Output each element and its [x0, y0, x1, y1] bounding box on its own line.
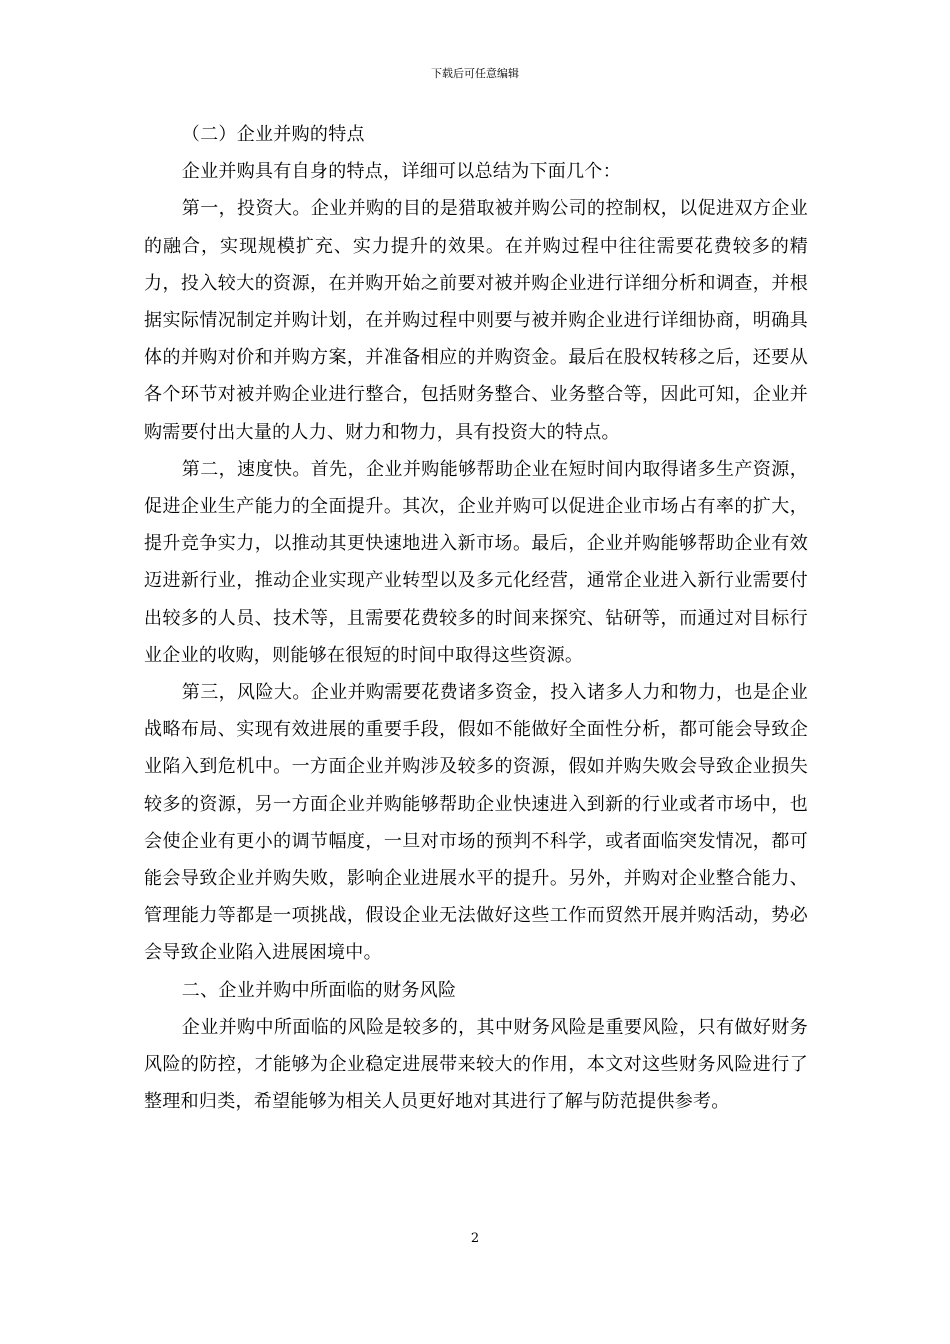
paragraph-first-point: 第一，投资大。企业并购的目的是猎取被并购公司的控制权，以促进双方企业的融合，实现规模扩充、实力提升的效果。在并购过程中往往需要花费较多的精力，投入较大的资源，在并购开始之前要对被并购企业进行详细分析和调查，并根据实际情况制定并购计划，在并购过程中则要与被并购企业进行详细协商，明确具体的并购对价和并购方案，并准备相应的并购资金。最后在股权转移之后，还要从各个环节对被并购企业进行整合，包括财务整合、业务整合等，因此可知，企业并购需要付出大量的人力、财力和物力，具有投资大的特点。 [144, 198, 808, 443]
paragraph-financial-risk: 企业并购中所面临的风险是较多的，其中财务风险是重要风险，只有做好财务风险的防控，才能够为企业稳定进展带来较大的作用，本文对这些财务风险进行了整理和归类，希望能够为相关人员更好地对其进行了解与防范提供参考。 [144, 1016, 808, 1113]
document-body [144, 116, 808, 1120]
paragraph-second-point: 第二，速度快。首先，企业并购能够帮助企业在短时间内取得诸多生产资源，促进企业生产能力的全面提升。其次，企业并购可以促进企业市场占有率的扩大，提升竞争实力，以推动其更快速地进入新市场。最后，企业并购能够帮助企业有效迈进新行业，推动企业实现产业转型以及多元化经营，通常企业进入新行业需要付出较多的人员、技术等，且需要花费较多的时间来探究、钻研等，而通过对目标行业企业的收购，则能够在很短的时间中取得这些资源。 [144, 458, 808, 666]
section-heading-financial-risk: 二、企业并购中所面临的财务风险 [181, 979, 457, 1001]
paragraph-third-point: 第三，风险大。企业并购需要花费诸多资金，投入诸多人力和物力，也是企业战略布局、实现有效进展的重要手段，假如不能做好全面性分析，都可能会导致企业陷入到危机中。一方面企业并购涉及较多的资源，假如并购失败会导致企业损失较多的资源，另一方面企业并购能够帮助企业快速进入到新的行业或者市场中，也会使企业有更小的调节幅度，一旦对市场的预判不科学，或者面临突发情况，都可能会导致企业并购失败，影响企业进展水平的提升。另外，并购对企业整合能力、管理能力等都是一项挑战，假设企业无法做好这些工作而贸然开展并购活动，势必会导致企业陷入进展困境中。 [144, 682, 808, 964]
paragraph-intro: 企业并购具有自身的特点，详细可以总结为下面几个： [181, 161, 621, 183]
header-note: 下载后可任意编辑 [431, 67, 519, 80]
page-number: 2 [470, 1231, 480, 1246]
section-heading: （二）企业并购的特点 [181, 124, 365, 145]
